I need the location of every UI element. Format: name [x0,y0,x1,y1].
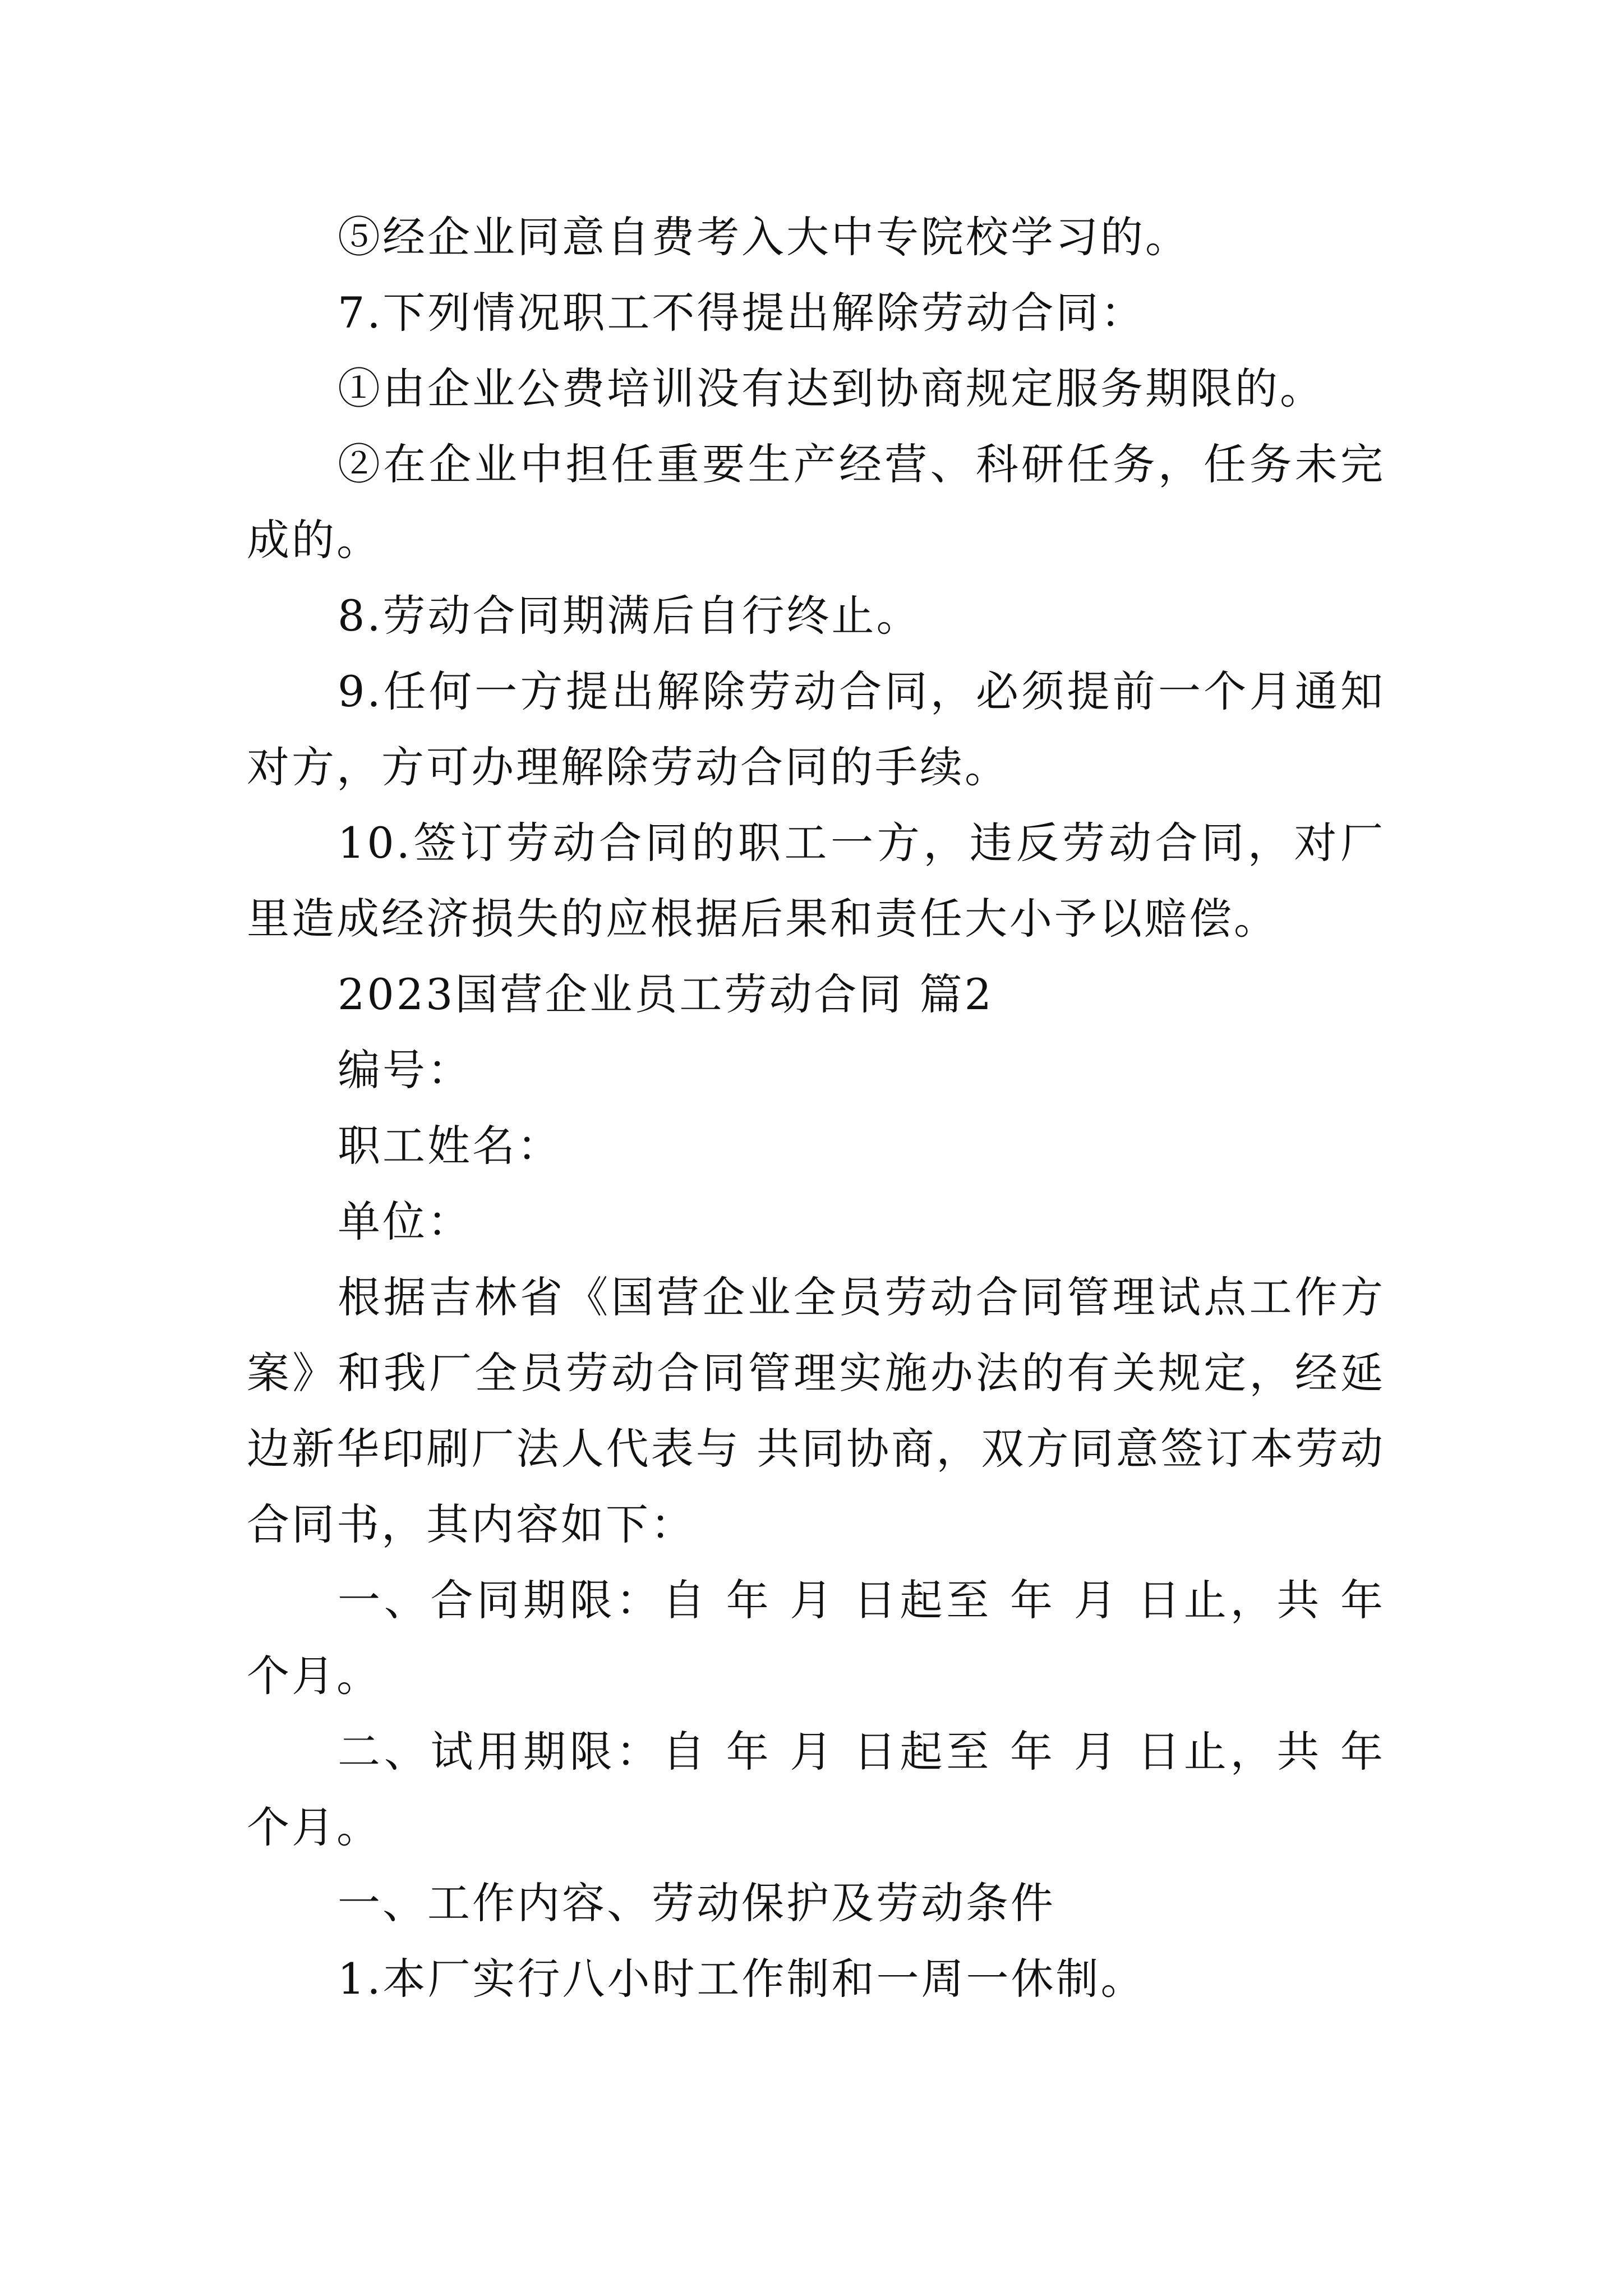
paragraph: 10.签订劳动合同的职工一方，违反劳动合同，对厂里造成经济损失的应根据后果和责任大小予以赔偿。 [247,818,1385,944]
form-field-unit: 单位： [338,1197,472,1246]
paragraph: ②在企业中担任重要生产经营、科研任务，任务未完成的。 [247,439,1385,565]
paragraph: 1.本厂实行八小时工作制和一周一休制。 [338,1954,1146,2004]
paragraph: 根据吉林省《国营企业全员劳动合同管理试点工作方案》和我厂全员劳动合同管理实施办法的有关规定，经延边新华印刷厂法人代表与 共同协商，双方同意签订本劳动合同书，其内容如下： [247,1272,1385,1549]
paragraph: 8.劳动合同期满后自行终止。 [338,591,921,641]
contract-term-clause: 一、合同期限：自 年 月 日起至 年 月 日止，共 年 个月。 [247,1575,1401,1701]
form-field-employee-name: 职工姓名： [338,1121,562,1171]
probation-term-clause: 二、试用期限：自 年 月 日起至 年 月 日止，共 年 个月。 [247,1727,1401,1852]
paragraph: 9.任何一方提出解除劳动合同，必须提前一个月通知对方，方可办理解除劳动合同的手续。 [247,666,1385,792]
section-title: 2023国营企业员工劳动合同 篇2 [338,969,994,1019]
document-body [247,199,1401,2017]
paragraph: 7.下列情况职工不得提出解除劳动合同： [338,288,1146,338]
paragraph: ①由企业公费培训没有达到协商规定服务期限的。 [338,364,1325,413]
form-field-number: 编号： [338,1045,472,1095]
paragraph: ⑤经企业同意自费考入大中专院校学习的。 [338,212,1190,262]
section-heading: 一、工作内容、劳动保护及劳动条件 [338,1878,1055,1928]
